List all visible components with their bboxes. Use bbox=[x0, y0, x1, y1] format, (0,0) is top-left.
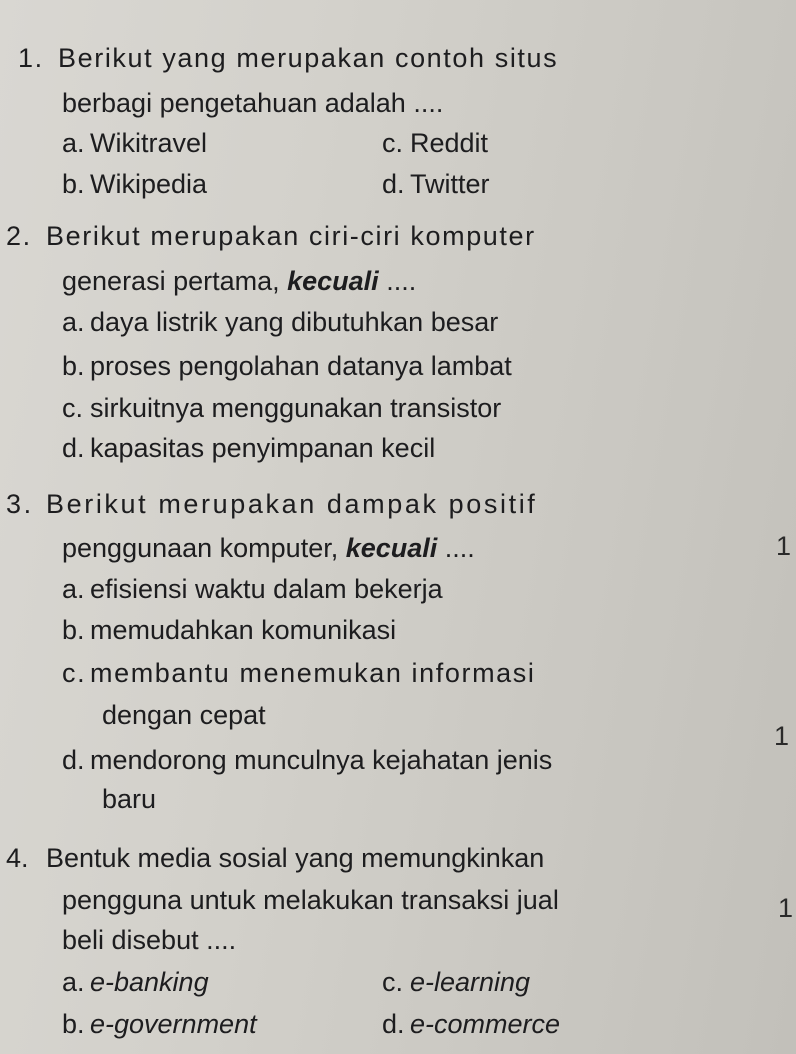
question-1-number: 1. bbox=[18, 43, 44, 73]
question-2-option-c-text: sirkuitnya menggunakan transistor bbox=[90, 393, 502, 423]
question-2-option-c-letter: c. bbox=[62, 393, 84, 423]
question-3-kecuali-emphasis: kecuali bbox=[345, 533, 438, 563]
question-3-option-d bbox=[62, 744, 552, 776]
question-4-option-d-text: e-commerce bbox=[410, 1009, 561, 1039]
question-4-text-line-2: pengguna untuk melakukan transaksi jual bbox=[62, 885, 559, 915]
question-2-option-a bbox=[62, 306, 498, 338]
question-2-option-b-text: proses pengolahan datanya lambat bbox=[90, 351, 512, 381]
question-3-option-d-continuation: baru bbox=[102, 784, 157, 814]
question-3-option-a-text: efisiensi waktu dalam bekerja bbox=[90, 574, 443, 604]
question-1-option-a-letter: a. bbox=[62, 128, 85, 158]
question-2-text-line-2-pre: generasi pertama, bbox=[62, 266, 288, 296]
margin-mark-1: 1 bbox=[776, 531, 792, 561]
question-3-number: 3. bbox=[6, 489, 34, 519]
question-2-line-1 bbox=[6, 220, 536, 252]
question-2-text-line-1: Berikut merupakan ciri-ciri komputer bbox=[46, 221, 536, 251]
question-1-option-a bbox=[62, 127, 207, 159]
question-3-text-line-2-post: .... bbox=[437, 533, 475, 563]
question-3-text-line-2-pre: penggunaan komputer, bbox=[62, 533, 346, 563]
question-3-option-c-text: membantu menemukan informasi bbox=[90, 658, 536, 688]
margin-mark-3: 1 bbox=[778, 893, 794, 923]
question-4-line-1 bbox=[6, 842, 544, 874]
question-3-line-1 bbox=[6, 488, 537, 520]
margin-mark-2: 1 bbox=[774, 721, 790, 751]
question-1-option-a-text: Wikitravel bbox=[90, 128, 208, 158]
question-2-text-line-2-post: .... bbox=[378, 266, 417, 296]
question-2-option-a-text: daya listrik yang dibutuhkan besar bbox=[90, 307, 499, 337]
question-4-option-c-letter: c. bbox=[382, 967, 404, 997]
question-4-option-d bbox=[382, 1008, 560, 1040]
question-3-option-d-text: mendorong munculnya kejahatan jenis bbox=[90, 745, 553, 775]
question-2-kecuali-emphasis: kecuali bbox=[287, 266, 379, 296]
question-3-option-a-letter: a. bbox=[62, 574, 85, 604]
question-2-option-d-letter: d. bbox=[62, 433, 85, 463]
question-3-option-b bbox=[62, 614, 396, 646]
question-2-option-d bbox=[62, 432, 435, 464]
question-3-option-b-letter: b. bbox=[62, 615, 85, 645]
question-4-option-b-letter: b. bbox=[62, 1009, 85, 1039]
question-1-option-c bbox=[382, 127, 488, 159]
question-2-option-c bbox=[62, 392, 501, 424]
question-1-option-d-letter: d. bbox=[382, 169, 405, 199]
question-1-option-b-letter: b. bbox=[62, 169, 85, 199]
question-1-option-b bbox=[62, 168, 207, 200]
question-3-option-c-continuation: dengan cepat bbox=[102, 700, 266, 730]
question-4-option-c-text: e-learning bbox=[410, 967, 531, 997]
question-2-option-b-letter: b. bbox=[62, 351, 85, 381]
question-3-text-line-2 bbox=[62, 532, 475, 564]
question-4-option-a-letter: a. bbox=[62, 967, 85, 997]
question-4-text-line-1: Bentuk media sosial yang memungkinkan bbox=[46, 843, 545, 873]
question-1-option-c-text: Reddit bbox=[410, 128, 489, 158]
question-3-option-a bbox=[62, 573, 443, 605]
question-2-option-b bbox=[62, 350, 512, 382]
question-4-option-c bbox=[382, 966, 530, 998]
question-1-option-d bbox=[382, 168, 490, 200]
question-3-option-c-letter: c. bbox=[62, 658, 87, 688]
question-4-option-d-letter: d. bbox=[382, 1009, 405, 1039]
question-2-text-line-2 bbox=[62, 265, 416, 297]
question-3-text-line-1: Berikut merupakan dampak positif bbox=[46, 489, 538, 519]
question-3-option-d-letter: d. bbox=[62, 745, 85, 775]
question-4-text-line-3: beli disebut .... bbox=[62, 925, 237, 955]
question-1-option-c-letter: c. bbox=[382, 128, 404, 158]
question-4-number: 4. bbox=[6, 843, 29, 873]
question-1-option-d-text: Twitter bbox=[410, 169, 490, 199]
question-2-option-d-text: kapasitas penyimpanan kecil bbox=[90, 433, 436, 463]
question-2-option-a-letter: a. bbox=[62, 307, 85, 337]
question-1-line-1 bbox=[18, 42, 558, 74]
question-1-text-line-1: Berikut yang merupakan contoh situs bbox=[58, 43, 559, 73]
question-4-option-a bbox=[62, 966, 209, 998]
question-3-option-b-text: memudahkan komunikasi bbox=[90, 615, 397, 645]
question-2-number: 2. bbox=[6, 221, 32, 251]
question-1-text-line-2: berbagi pengetahuan adalah .... bbox=[62, 88, 444, 118]
question-1-option-b-text: Wikipedia bbox=[90, 169, 208, 199]
question-4-option-a-text: e-banking bbox=[90, 967, 209, 997]
question-3-option-c bbox=[62, 657, 535, 689]
question-4-option-b-text: e-government bbox=[90, 1009, 257, 1039]
question-4-option-b bbox=[62, 1008, 257, 1040]
